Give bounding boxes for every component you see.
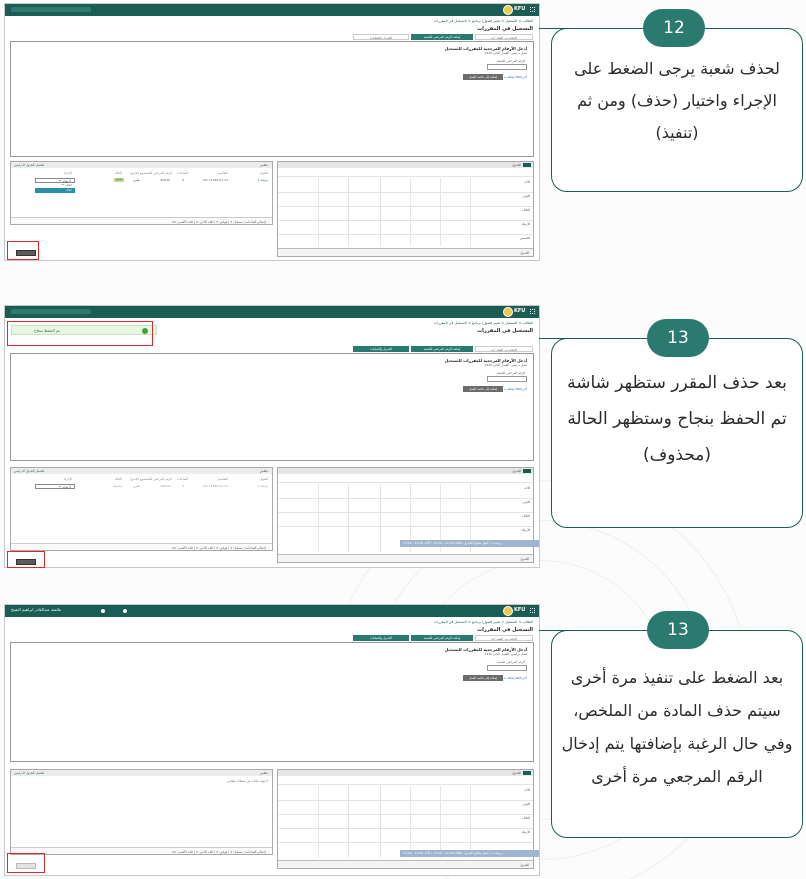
schedule-details-link[interactable]: تفاصيل الجدول الدراسي bbox=[14, 469, 45, 473]
day-label: الأحد bbox=[524, 180, 530, 184]
kfu-logo: KFU bbox=[503, 606, 525, 616]
summary-title: ملخص bbox=[259, 163, 268, 167]
calendar-footer: الجدول bbox=[520, 557, 529, 561]
calendar-tab[interactable] bbox=[523, 163, 531, 167]
instruction-card-1 bbox=[551, 28, 803, 192]
day-label: الأحد bbox=[524, 486, 530, 490]
highlight-submit bbox=[7, 551, 45, 568]
day-label: الثلاثاء bbox=[522, 514, 530, 518]
day-label: الأربعاء bbox=[521, 830, 530, 834]
user-icon[interactable] bbox=[101, 609, 105, 613]
table-header: العنوان التفاصيل الساعات الرقم المرجعي للشعبة نوع الجدول الحالة الإجراء bbox=[63, 171, 268, 175]
form-title: أدخل الأرقام المرجعية للمقررات للتسجيل bbox=[444, 46, 527, 51]
status-badge: مسجل bbox=[115, 178, 123, 181]
tab-bar bbox=[353, 635, 533, 641]
add-another-crn-link[interactable]: + إضافة CRN آخر bbox=[503, 387, 527, 391]
form-title: أدخل الأرقام المرجعية للمقررات للتسجيل bbox=[444, 647, 527, 652]
calendar-panel bbox=[277, 161, 534, 257]
blurred-user-name bbox=[11, 309, 91, 314]
crn-input[interactable] bbox=[487, 376, 527, 382]
term-label: فصل دراسي: الفصل الثاني 1445 bbox=[484, 363, 527, 367]
summary-footer: إجمالي الساعات | مسجل: 3 | فواتير: 3 | الحد الأدنى: 0 | الحد الأقصى: 20 bbox=[171, 220, 266, 224]
crn-input[interactable] bbox=[487, 665, 527, 671]
calendar-tab[interactable] bbox=[523, 771, 531, 775]
term-label: فصل دراسي: الفصل الثاني 1445 bbox=[484, 652, 527, 656]
summary-panel bbox=[10, 769, 273, 855]
calendar-footer: الجدول bbox=[520, 863, 529, 867]
tab-bar bbox=[353, 34, 533, 40]
term-label: فصل دراسي: الفصل الثاني 1445 bbox=[484, 51, 527, 55]
table-row[interactable]: برمجة 1 IS1 11040 01 11 3 20012 نظري محذوف bbox=[112, 484, 268, 488]
success-notification: تم الحفظ بنجاح bbox=[11, 325, 157, 335]
empty-message: لا توجد بيانات في سجلات ملخص bbox=[227, 779, 268, 783]
breadcrumb[interactable]: الطالب > التسجيل > تغيير فصول/ برنامج > التسجيل في المقررات bbox=[433, 620, 533, 624]
table-row[interactable]: برمجة 1 IS1 11040 01 11 3 20012 نظري bbox=[132, 178, 268, 182]
day-label: الإثنين bbox=[522, 802, 530, 806]
breadcrumb[interactable]: الطالب > التسجيل > تغيير فصول/ برنامج > التسجيل في المقررات bbox=[433, 19, 533, 23]
add-another-crn-link[interactable]: + إضافة CRN آخر bbox=[503, 676, 527, 680]
top-bar bbox=[5, 4, 539, 16]
summary-footer: إجمالي الساعات | مسجل: 3 | فواتير: 3 | الحد الأدنى: 0 | الحد الأقصى: 20 bbox=[171, 850, 266, 854]
breadcrumb[interactable]: الطالب > التسجيل > تغيير فصول/ برنامج > التسجيل في المقررات bbox=[433, 321, 533, 325]
tab-enter-crn[interactable]: إضافة الرقم المرجعي للشعبة bbox=[411, 635, 473, 641]
screenshot-step-1 bbox=[4, 3, 540, 261]
add-to-worksheet-button[interactable]: إضافة إلى قائمة العمل bbox=[463, 675, 503, 681]
action-option-delete[interactable]: حذف bbox=[35, 188, 75, 193]
highlight-submit bbox=[7, 853, 45, 873]
calendar-tooltip: برمجة 1 | انظر مفاتيح الجدول: الثلاثاء 12:00 - 13:50 | الأحد 12:00 - 13:50 bbox=[400, 540, 540, 547]
summary-footer: إجمالي الساعات | مسجل: 3 | فواتير: 3 | الحد الأدنى: 0 | الحد الأقصى: 20 bbox=[171, 546, 266, 550]
tab-schedule[interactable]: الجدول والعمليات bbox=[353, 635, 409, 641]
day-label: الخميس bbox=[519, 236, 530, 240]
add-to-worksheet-button[interactable]: إضافة إلى قائمة العمل bbox=[463, 74, 503, 80]
day-label: الإثنين bbox=[522, 500, 530, 504]
action-select[interactable]: ** لا يوجد bbox=[35, 484, 75, 489]
crn-field-label: الرقم المرجعي للشعبة bbox=[496, 371, 525, 375]
summary-panel bbox=[10, 161, 273, 225]
apps-grid-icon[interactable] bbox=[530, 309, 535, 314]
crn-field-label: الرقم المرجعي للشعبة bbox=[496, 660, 525, 664]
tab-search-courses[interactable]: البحث عن المقررات bbox=[475, 34, 533, 40]
form-title: أدخل الأرقام المرجعية للمقررات للتسجيل bbox=[444, 358, 527, 363]
day-label: الأحد bbox=[524, 788, 530, 792]
calendar-title: الجدول bbox=[512, 469, 521, 473]
step-number: 12 bbox=[643, 9, 705, 47]
tab-search-courses[interactable]: البحث عن المقررات bbox=[475, 346, 533, 352]
calendar-panel bbox=[277, 769, 534, 869]
tab-enter-crn[interactable]: إضافة الرقم المرجعي للشعبة bbox=[411, 346, 473, 352]
highlight-success bbox=[7, 321, 153, 346]
kfu-logo: KFU bbox=[503, 5, 525, 15]
calendar-title: الجدول bbox=[512, 771, 521, 775]
instruction-card-2 bbox=[551, 338, 803, 528]
summary-title: ملخص bbox=[259, 771, 268, 775]
day-label: الأربعاء bbox=[521, 528, 530, 532]
tab-bar bbox=[353, 346, 533, 352]
apps-grid-icon[interactable] bbox=[530, 7, 535, 12]
summary-panel bbox=[10, 467, 273, 551]
tab-enter-crn[interactable]: إضافة الرقم المرجعي للشعبة bbox=[411, 34, 473, 40]
tab-schedule[interactable]: الجدول والعمليات bbox=[353, 34, 409, 40]
crn-input[interactable] bbox=[487, 64, 527, 70]
crn-form-panel bbox=[10, 353, 534, 461]
status-deleted: محذوف bbox=[112, 484, 122, 488]
step-number: 13 bbox=[647, 319, 709, 357]
instruction-text: بعد حذف المقرر ستظهر شاشة تم الحفظ بنجاح وستظهر الحالة (محذوف) bbox=[567, 373, 787, 465]
tab-schedule[interactable]: الجدول والعمليات bbox=[353, 346, 409, 352]
settings-icon[interactable] bbox=[123, 609, 127, 613]
crn-form-panel bbox=[10, 41, 534, 157]
page-title: التسجيل في المقررات bbox=[477, 328, 533, 334]
highlight-submit bbox=[7, 241, 39, 260]
screenshot-step-3 bbox=[4, 604, 540, 876]
summary-title: ملخص bbox=[259, 469, 268, 473]
calendar-tab[interactable] bbox=[523, 469, 531, 473]
instruction-text: بعد الضغط على تنفيذ مرة أخرى سيتم حذف المادة من الملخص، وفي حال الرغبة بإضافتها يتم إدخال الرقم المرجعي مرة أخرى bbox=[561, 668, 793, 786]
day-label: الثلاثاء bbox=[522, 208, 530, 212]
blurred-user-name bbox=[11, 7, 91, 12]
day-label: الإثنين bbox=[522, 194, 530, 198]
schedule-details-link[interactable]: تفاصيل الجدول الدراسي bbox=[14, 163, 45, 167]
user-name[interactable]: عائشة عبدالقادر ابراهيم الشيخ bbox=[11, 607, 62, 612]
day-label: الأربعاء bbox=[521, 222, 530, 226]
page-title: التسجيل في المقررات bbox=[477, 627, 533, 633]
calendar-panel bbox=[277, 467, 534, 563]
calendar-tooltip: برمجة 1 | انظر مفاتيح الجدول: الثلاثاء 12:00 - 13:50 | الأحد 12:00 - 13:50 bbox=[400, 850, 540, 857]
table-header: العنوان التفاصيل الساعات الرقم المرجعي للشعبة نوع الجدول الحالة الإجراء bbox=[63, 477, 268, 481]
day-label: الثلاثاء bbox=[522, 816, 530, 820]
calendar-footer: الجدول bbox=[520, 251, 529, 255]
add-another-crn-link[interactable]: + إضافة CRN آخر bbox=[503, 75, 527, 79]
add-to-worksheet-button[interactable]: إضافة إلى قائمة العمل bbox=[463, 386, 503, 392]
step-number: 13 bbox=[647, 611, 709, 649]
action-select[interactable]: ** لا يوجد bbox=[35, 178, 75, 183]
tab-search-courses[interactable]: البحث عن المقررات bbox=[475, 635, 533, 641]
kfu-logo: KFU bbox=[503, 307, 525, 317]
page-title: التسجيل في المقررات bbox=[477, 26, 533, 32]
calendar-title: الجدول bbox=[512, 163, 521, 167]
crn-form-panel bbox=[10, 642, 534, 762]
crn-field-label: الرقم المرجعي للشعبة bbox=[496, 59, 525, 63]
instruction-card-3 bbox=[551, 630, 803, 838]
apps-grid-icon[interactable] bbox=[530, 608, 535, 613]
schedule-details-link[interactable]: تفاصيل الجدول الدراسي bbox=[14, 771, 45, 775]
instruction-text: لحذف شعبة يرجى الضغط على الإجراء واختيار (حذف) ومن ثم (تنفيذ) bbox=[574, 59, 780, 142]
action-option[interactable]: ** حذف bbox=[35, 183, 75, 188]
